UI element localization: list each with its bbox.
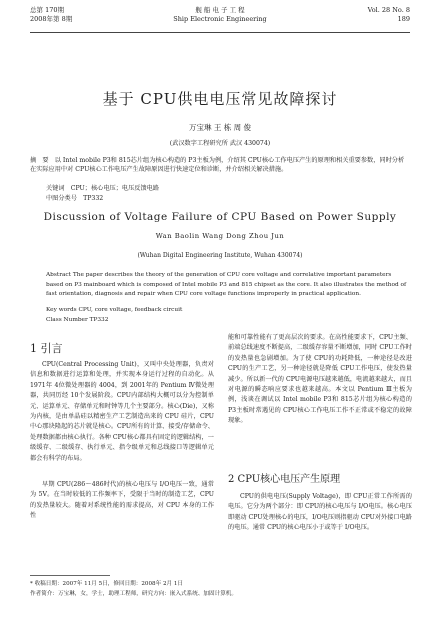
section-1-heading: 1 引言 (30, 342, 63, 355)
affiliation-cn: (武汉数字工程研究所 武汉 430074) (169, 140, 271, 147)
authors-en: Wan Baolin Wang Dong Zhou Jun (155, 232, 285, 240)
footnote-received-date: * 收稿日期：2007年 11月 5日，修回日期：2008年 2月 1日 (30, 581, 184, 587)
paper-title-cn: 基于 CPU供电电压常见故障探讨 (102, 90, 338, 108)
keywords-en: Key words CPU, core voltage, feedback circuit (46, 307, 183, 313)
abstract-en: Abstract The paper describes the theory of the generation of CPU core voltage and correlative important parameters based on P3 mainboard which is composed of Intel mobile P3 and 815 chipset as the core. It also illustrates the method of fast orientation, diagnosis and repair when CPU core voltage functions improperly in practical application. (46, 272, 407, 297)
keywords-cn: 关键词 CPU；核心电压；电压反馈电路 (46, 185, 160, 192)
journal-name-en: Ship Electronic Engineering (173, 15, 267, 23)
journal-issue-total: 总第 170期 (30, 6, 64, 14)
paragraph-intro-2: 早期 CPU(286～486时代)的核心电压与 I/O电压一致，通常为 5V。在当时较低的工作频率下，受限于当时的制造工艺，CPU 的发热量较大。随着对系统性能的需求提高，对 CPU 本身的工作性 (30, 481, 214, 520)
classification-cn: 中图分类号 TP332 (46, 195, 104, 202)
footnote-author-bio: 作者简介：万宝琳，女，学士，助理工程师，研究方向：嵌入式系统、加固计算机。 (30, 591, 237, 597)
header-right (368, 6, 410, 24)
abstract-cn: 摘 要 以 Intel mobile P3和 815芯片组为核心构造的 P3主板为例，介绍其 CPU核心工作电压产生的原理和相关重要参数，同时分析在实际应用中对 CPU核心工作电压产生故障原因进行快速定位和诊断，并介绍相关解决措施。 (30, 157, 405, 173)
classification-en: Class Number TP332 (46, 317, 109, 323)
page-number: 189 (397, 15, 410, 23)
paragraph-voltage-principle: CPU的供电电压(Supply Voltage)，即 CPU正常工作所需的电压。它分为两个部分：即 CPU的核心电压与 I/O电压。核心电压即驱动 CPU处理核心的电压，I/O电压则指驱动 CPU对外接口电路的电压。通常 CPU的核心电压小于或等于 I/O电压。 (228, 493, 412, 532)
running-header (30, 6, 410, 32)
authors-cn: 万宝琳 王 栋 周 俊 (188, 123, 252, 132)
header-center (30, 6, 410, 24)
paper-title-en: Discussion of Voltage Failure of CPU Based on Power Supply (43, 211, 397, 223)
paragraph-intro-3: 能和可靠性能有了更高层次的要求。在高性能要求下，CPU主频、前端总线速度不断提高，二级缓存容量不断增加，同时 CPU工作时的发热量也急剧增加。为了使 CPU的功耗降低，一种途径是改进 CPU的生产工艺，另一种途径就是降低 CPU工作电压，使发热量减少。所以新一代的 CPU电源电压越来越低，电流越来越大，而且对电源的瞬态响应要求也越来越高。本文以 Pentium Ⅲ主板为例，浅谈在调试以 Intel mobile P3和 815芯片组为核心构造的 P3主板时常遇见的 CPU核心工作电压工作不正常或不稳定的故障现象。 (228, 334, 412, 425)
footnote-rule (30, 575, 110, 576)
volume-number: Vol. 28 No. 8 (367, 6, 410, 14)
journal-issue-year: 2008年第 8期 (30, 15, 73, 23)
section-2-heading: 2 CPU核心电压产生原理 (228, 474, 341, 485)
affiliation-en: (Wuhan Digital Engineering Institute, Wuhan 430074) (137, 252, 303, 259)
journal-name-cn: 舰 船 电 子 工 程 (195, 6, 245, 14)
header-rule (30, 32, 410, 33)
paragraph-intro-1: CPU(Central Processing Unit)，又叫中央处理器，负责对信息和数据进行运算和处理，并实现本身运行过程的自动化。从 1971年 4位微处理器的 4004，到 2001年的 Pentium Ⅳ微处理器，共同历经 10个发展阶段。CPU内部结构大概可以分为控制单元、运算单元、存储单元和时钟等几个主要部分。核心(Die)，又称为内核，是由单晶硅以精密生产工艺制造出来的 CPU 硅片，CPU中心那块隆起的芯片就是核心。CPU所有的计算、接受/存储命令、处理数据都由核心执行。各种 CPU核心都具有固定的逻辑结构，一级缓存、二级缓存、执行单元、指令级单元和总线接口等逻辑单元都会有科学的布局。 (30, 361, 214, 462)
